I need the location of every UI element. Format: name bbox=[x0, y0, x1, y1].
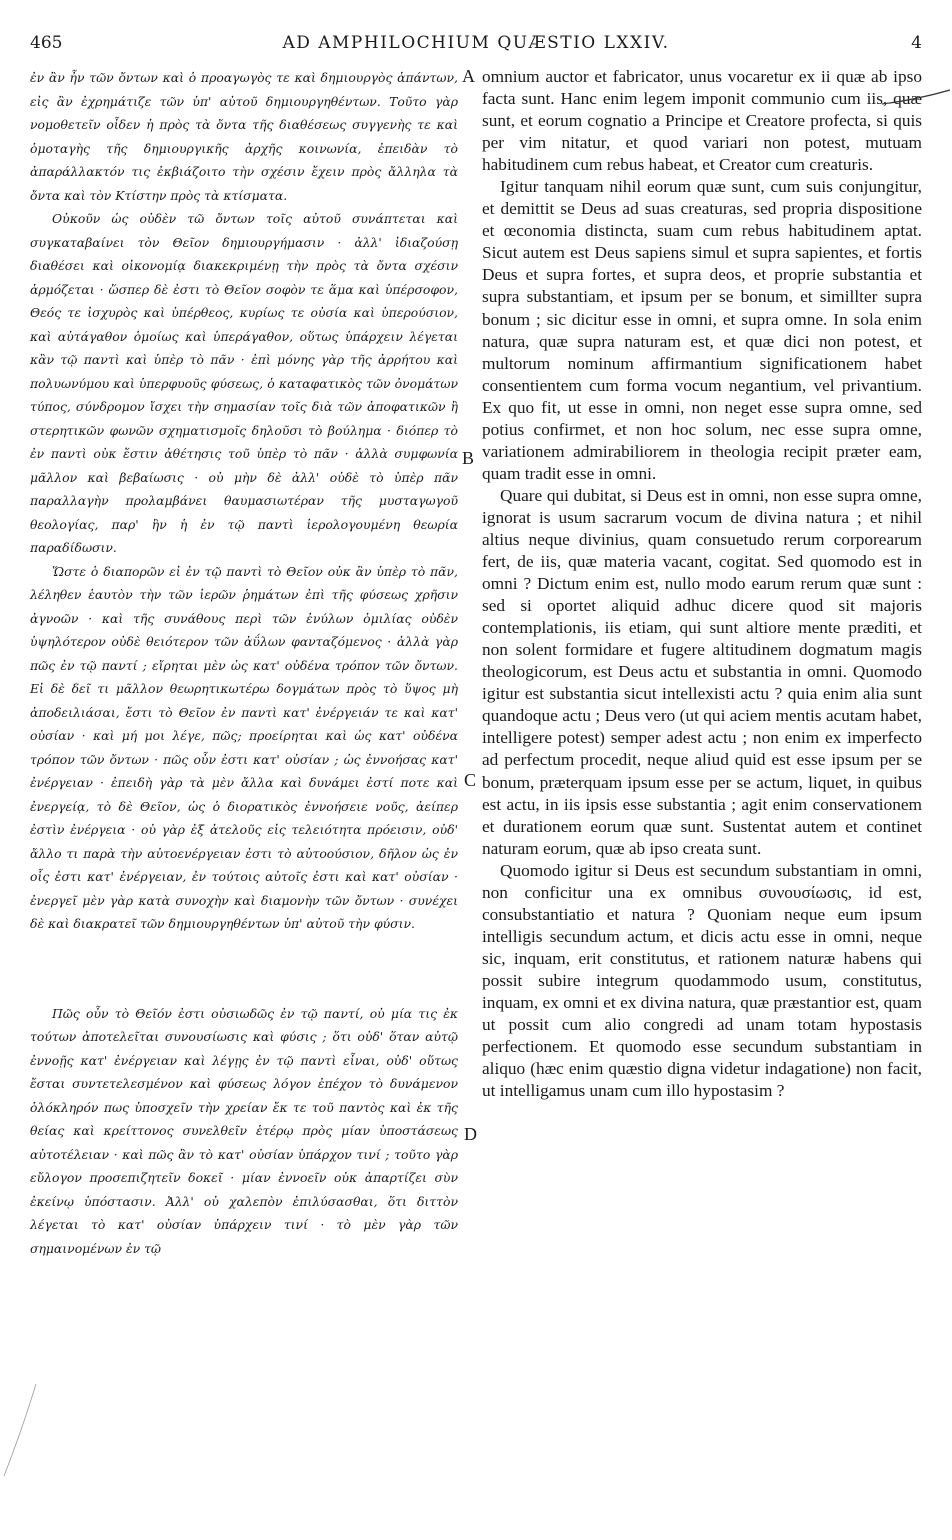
margin-pencil-mark bbox=[0, 1380, 40, 1480]
running-title: AD AMPHILOCHIUM QUÆSTIO LXXIV. bbox=[282, 33, 670, 53]
greek-paragraph: Οὐκοῦν ὡς οὐδὲν τῶ ὄντων τοῖς αὐτοῦ συνάπτεται καὶ συγκαταβαίνει τὸν Θεῖον δημιουργήμασιν · ἀλλ' ἰδιαζούσῃ διαθέσει καὶ οἰκονομίᾳ διακεκριμένῃ τὴν πρὸς τὰ ὄντα σχέσιν ἁρμόζεται · ὥσπερ δὲ ἐστι τὸ Θεῖον σοφὸν τε ἅμα καὶ ὑπέρσοφον, Θεός τε ἰσχυρὸς καὶ ὑπέρθεος, κυρίως τε οὐσία καὶ ὑπερούσιον, καὶ αὐτάγαθον ὁμοίως καὶ ὑπεράγαθον, οὕτως ὑπάρχειν λέγεται κἂν τῷ παντὶ καὶ ὑπὲρ τὸ πᾶν · ἐπὶ μόνης γὰρ τῆς ἀρρήτου καὶ πολυωνύμου καὶ ὑπερφυοῦς φύσεως, ὁ καταφατικὸς τῶν ὀνομάτων τύπος, σύνδρομον ἴσχει τὴν σημασίαν τοῖς διὰ τῶν ἀποφατικῶν ἢ στερητικῶν φωνῶν σχηματισμοῖς δηλοῦσι τὸ βούλημα · διόπερ τὸ ἐν παντὶ οὐκ ἔστιν ἀθέτησις τοῦ ὑπὲρ τὸ πᾶν · ἀλλὰ συμφωνία μᾶλλον καὶ βεβαίωσις · οὐ μὴν δὲ ἀλλ' οὐδὲ τὸ ὑπὲρ πᾶν παραλλαγὴν προλαμβάνει θαυμασιωτέραν τῆς μυσταγωγοῦ θεολογίας, παρ' ἣν ἡ ἐν τῷ παντὶ ἱερολογουμένη θεωρία παραδίδωσιν. bbox=[30, 211, 458, 555]
latin-paragraph: Quomodo igitur si Deus est secundum substantiam in omni, non conficitur una ex omnibus συνουσίωσις, id est, consubstantiatio et natura ? Quoniam neque eum ipsum intelligis secundum actum, et dicis actu esse in omni, neque sic, inquam, erit constitutus, et rationem naturæ habens qui possit subire integrum quodammodo usum, constitutus, inquam, ex omni et ex divina natura, quæ præstantior est, quam ut possit cum alio congredi ad unam totam hypostasis perfectionem. Et quomodo esse secundum substantiam in aliquo (hæc enim quæstio digna videtur indagatione) non facit, ut intelligamus unam cum illo hypostasim ? bbox=[482, 860, 922, 1101]
latin-paragraph: omnium auctor et fabricator, unus vocaretur ex ii quæ ab ipso facta sunt. Hanc enim legem imponit communio cum iis, quæ sunt, et eorum cognatio a Principe et Creatore profecta, si quis per vim nitatur, et quod variari non potest, mutuam habitudinem cum rebus habeat, et Creator cum creaturis. bbox=[482, 67, 922, 175]
latin-paragraph: Igitur tanquam nihil eorum quæ sunt, cum suis conjungitur, et demittit se Deus ad suas creaturas, sed propria dispositione et œconomia distincta, suam cum rebus habitudinem aptat. Sicut autem est Deus sapiens simul et supra sapientes, et fortis Deus et supra fortes, et supra deos, et proprie substantia et supra substantiam, et ipsum per se bonum, et simillter supra bonum ; sic dicitur esse in omni, et supra omne. In sola enim natura, quæ supra naturam est, et quæ dici non potest, et multorum nominum affirmantium significationem habet consentientem cum forma vocum negantium, vel privantium. Ex quo fit, ut esse in omni, non neget esse supra omne, sed potius confirmet, et non hoc solum, nec esse supra omne, variationem admirabiliorem in theologia recipit præter eam, quam tradit esse in omni. bbox=[482, 177, 922, 483]
column-number: 4 bbox=[911, 33, 922, 53]
section-marker-c: C bbox=[464, 770, 477, 790]
section-marker-b: B bbox=[462, 448, 475, 468]
page-number: 465 bbox=[30, 33, 63, 53]
latin-text-column bbox=[482, 66, 922, 1102]
greek-paragraph: ἐν ἂν ἦν τῶν ὄντων καὶ ὁ προαγωγὸς τε καὶ δημιουργὸς ἁπάντων, εἰς ἂν ἐχρημάτιζε τῶν ὑπ' αὐτοῦ δημιουργηθέντων. Τοῦτο γὰρ νομοθετεῖν οἶδεν ἡ πρὸς τὰ ὄντα τῆς διαθέσεως συγγενὴς τε καὶ ὁμοταγὴς τῆς δημιουργικῆς ἀρχῆς κοινωνία, ἐπειδὰν τὸ ἀπαράλλακτόν τις ἐκβιάζοιτο τὴν σχέσιν ἔχειν πρὸς ἄλληλα τὰ ὄντα καὶ τὸν Κτίστην πρὸς τὰ κτίσματα. bbox=[30, 70, 458, 203]
margin-pencil-mark bbox=[880, 88, 952, 114]
section-marker-d: D bbox=[464, 1124, 477, 1144]
latin-paragraph: Quare qui dubitat, si Deus est in omni, non esse supra omne, ignorat is usum sacrarum vocum de divina natura ; et nihil altius neque divinius, quam consuetudo rerum corporearum fert, de iis, quæ materia vacant, cogitat. Sed quomodo est in omni ? Dictum enim est, nullo modo earum rerum quæ sunt : sed si oportet aliquid adhuc dicere quod sit majoris contemplationis, iis etiam, qui sunt altiore mente præditi, et non solent formidare et fugere altitudinem dogmatum magis theologicorum, est Deus actu et substantia in omni. Quomodo igitur est substantia sicut intellexisti actu ? quia enim alia sunt quandoque actu ; Deus vero (ut qui aciem mentis acutam habet, intelligere potest) semper adest actu ; non enim ex imperfecto ad perfectum procedit, neque aliud quid est esse ipsum per se bonum, præterquam ipsum esse per se actum, liquet, in quibus est actu, in iis ipsis esse substantia ; agit enim conservationem et durationem eorum quæ sunt. Sustentat autem et continet naturam eorum, quæ ab ipso creata sunt. bbox=[482, 485, 922, 858]
greek-text-column bbox=[30, 66, 458, 1260]
section-marker-a: A bbox=[462, 66, 475, 86]
page-header bbox=[30, 33, 922, 59]
greek-paragraph: Πῶς οὖν τὸ Θεῖόν ἐστι οὐσιωδῶς ἐν τῷ παντί, οὐ μία τις ἐκ τούτων ἀποτελεῖται συνουσίωσις καὶ φύσις ; ὅτι οὐδ' ὅταν αὐτῷ ἐννοῇς κατ' ἐνέργειαν καὶ λέγῃς ἐν τῷ παντὶ εἶναι, οὐδ' οὕτως ἔσται συντετελεσμένον καὶ φύσεως λόγον ἐπέχον τὸ δυνάμενον ὁλόκληρόν πως ὑποσχεῖν τὴν χρείαν ἔκ τε τοῦ παντὸς καὶ ἐκ τῆς θείας καὶ κρείττονος συνελθεῖν ἑτέρῳ πρὸς μίαν ὑποστάσεως αὐτοτέλειαν · καὶ πῶς ἂν τὸ κατ' οὐσίαν ὑπάρχον τινί ; τοῦτο γὰρ εὔλογον προσεπιζητεῖν δοκεῖ · μίαν ἐννοεῖν οὐκ ἀπαρτίζει σὺν ἐκείνῳ ὑπόστασιν. Ἀλλ' οὐ χαλεπὸν ἐπιλύσασθαι, ὅτι διττὸν λέγεται τὸ κατ' οὐσίαν ὑπάρχειν τινί · τὸ μὲν γὰρ τῶν σημαινομένων ἐν τῷ bbox=[30, 1005, 458, 1256]
section-gap bbox=[30, 936, 458, 1002]
greek-paragraph: Ὥστε ὁ διαπορῶν εἰ ἐν τῷ παντὶ τὸ Θεῖον οὐκ ἂν ὑπὲρ τὸ πᾶν, λέληθεν ἑαυτὸν τὴν τῶν ἱερῶν ῥημάτων ἐπὶ τῆς φύσεως χρῆσιν ἀγνοῶν · καὶ τῆς συνάθους περὶ τῶν ἐνύλων ὁμιλίας οὐδὲν ὑψηλότερον οὐδὲ θειότερον τῶν ἀΰλων φανταζόμενος · ἀλλὰ γὰρ πῶς ἐν τῷ παντί ; εἴρηται μὲν ὡς κατ' οὐδένα τρόπον τῶν ὄντων. Εἰ δὲ δεῖ τι μᾶλλον θεωρητικωτέρω δογμάτων πρὸς τὸ ὕψος μὴ ἀποδειλιάσαι, ἔστι τὸ Θεῖον ἐν παντὶ κατ' ἐνέργειάν τε καὶ κατ' οὐσίαν · καὶ μή μοι λέγε, πῶς; προείρηται καὶ ὡς κατ' οὐδένα τρόπον τῶν ὄντων · πῶς οὖν ἐστι κατ' οὐσίαν ; ὡς ἐννοήσας κατ' ἐνέργειαν · ἐπειδὴ γὰρ τὰ μὲν ἄλλα καὶ δυνάμει ἐστί ποτε καὶ ἐνεργείᾳ, τὸ δὲ Θεῖον, ὡς ὁ διορατικὸς ἐννοήσειε νοῦς, ἀείπερ ἐστὶν ἐνέργεια · οὐ γὰρ ἐξ ἀτελοῦς εἰς τελειότητα πρόεισιν, οὐδ' ἄλλο τι παρὰ τὴν αὐτοενέργειαν ἐστι τὸ αὐτοούσιον, δῆλον ὡς ἐν οἷς ἐστι κατ' ἐνέργειαν, ἐν τούτοις αὐτοῖς ἐστι καὶ κατ' οὐσίαν · ἐνεργεῖ μὲν γὰρ κατὰ συνοχὴν καὶ διαμονὴν τῶν ὄντων · συνέχει δὲ καὶ διακρατεῖ τῶν δημιουργηθέντων ὑπ' αὐτοῦ τὴν φύσιν. bbox=[30, 563, 458, 931]
